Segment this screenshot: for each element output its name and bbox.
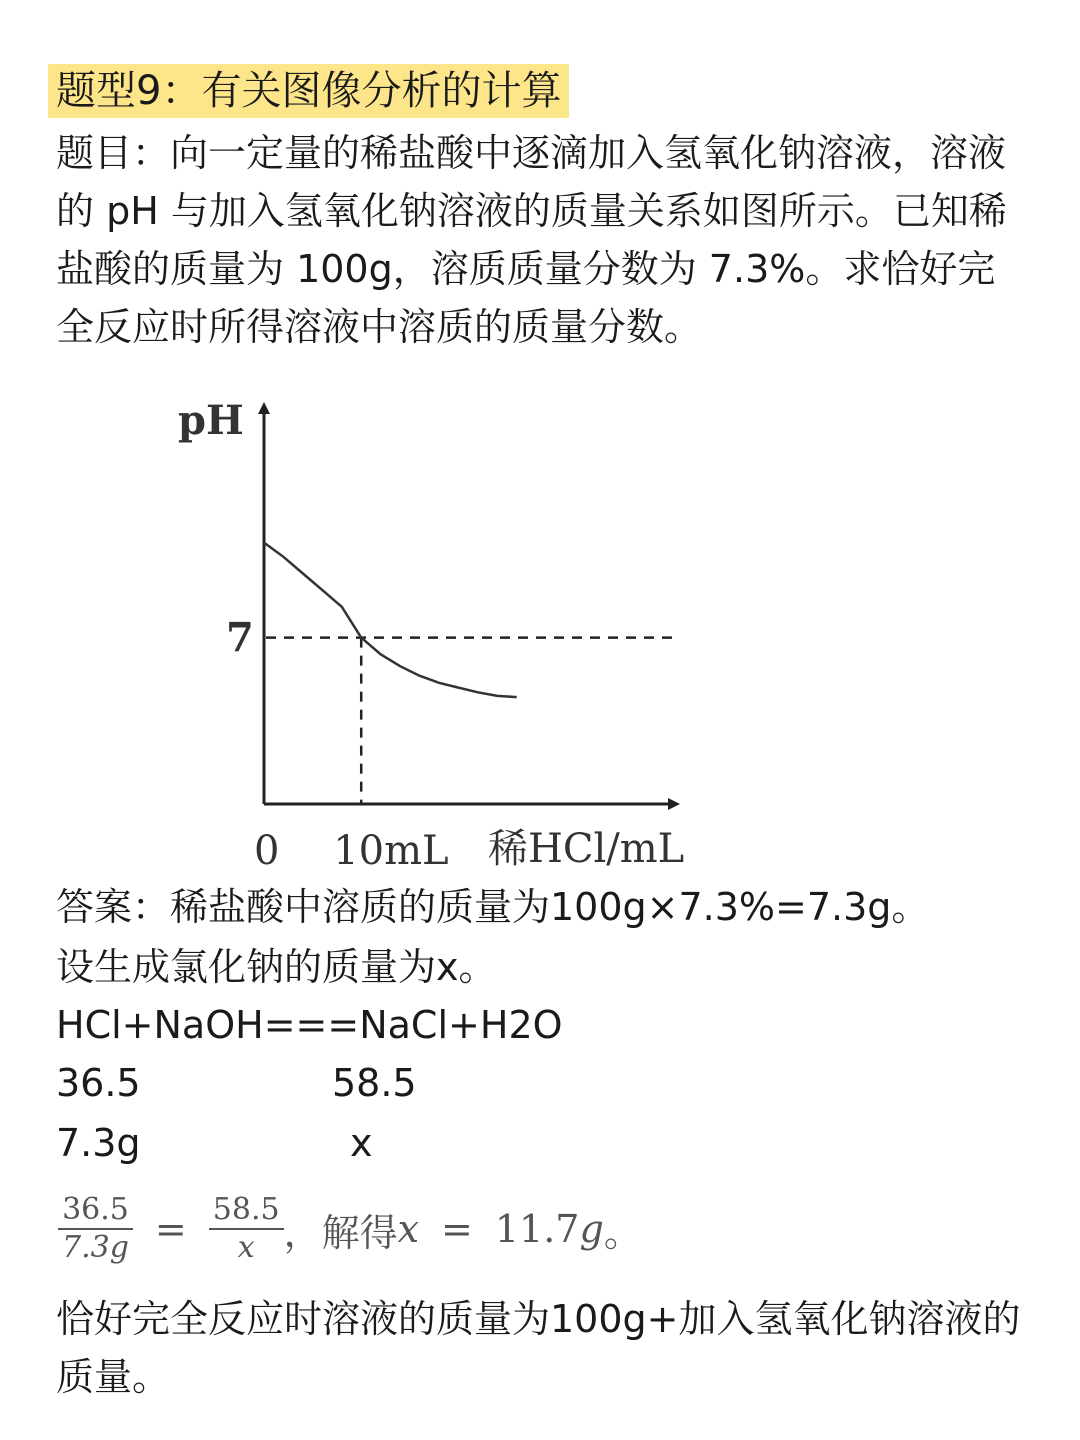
- section-title: 题型9：有关图像分析的计算: [56, 68, 562, 114]
- ph-curve: [264, 543, 517, 698]
- fraction-2-numerator: 58.5: [209, 1192, 284, 1230]
- y-axis-label: pH: [178, 397, 244, 444]
- equals-sign: =: [154, 1207, 187, 1251]
- ratio-row-2-right: x: [350, 1121, 373, 1165]
- fraction-1: [58, 1192, 133, 1266]
- result-unit: g: [579, 1207, 604, 1251]
- x-tick-0: 0: [254, 828, 280, 868]
- fraction-2: [209, 1192, 284, 1266]
- question-text: 题目：向一定量的稀盐酸中逐滴加入氢氧化钠溶液，溶液的 pH 与加入氢氧化钠溶液的质量关系如图所示。已知稀盐酸的质量为 100g，溶质质量分数为 7.3%。求恰好完全反应时所得溶液中溶质的质量分数。: [56, 131, 1007, 349]
- ratio-row-1-right: 58.5: [332, 1061, 417, 1105]
- variable-x: x: [397, 1207, 420, 1251]
- ph-chart: [170, 388, 700, 868]
- x-tick-10ml: 10mL: [333, 828, 449, 868]
- result-value: 11.7: [494, 1207, 580, 1251]
- ratio-row-2: [56, 1114, 656, 1172]
- chemical-equation: HCl+NaOH===NaCl+H2O: [56, 1003, 563, 1047]
- answer-line-2: 设生成氯化钠的质量为x。: [56, 945, 497, 989]
- final-statement: 恰好完全反应时溶液的质量为100g+加入氢氧化钠溶液的质量。: [56, 1297, 1021, 1399]
- period: 。: [603, 1210, 642, 1255]
- ph-chart-svg: [170, 388, 700, 868]
- fraction-2-denominator: x: [237, 1230, 255, 1265]
- answer-line-1: 答案：稀盐酸中溶质的质量为100g×7.3%=7.3g。: [56, 885, 930, 929]
- y-tick-7: 7: [226, 614, 254, 662]
- proportion-equation: [58, 1186, 642, 1272]
- ratio-row-1: [56, 1054, 656, 1112]
- solve-text: 解得: [321, 1210, 398, 1255]
- fraction-1-numerator: 36.5: [58, 1192, 133, 1230]
- ratio-row-1-left: 36.5: [56, 1061, 141, 1105]
- title-highlight: [48, 64, 569, 118]
- equals-sign-2: =: [441, 1207, 473, 1251]
- comma: ，: [283, 1210, 322, 1255]
- x-axis-label: 稀HCl/mL: [488, 826, 685, 868]
- fraction-1-denominator: 7.3g: [62, 1230, 129, 1265]
- ratio-row-2-left: 7.3g: [56, 1121, 141, 1165]
